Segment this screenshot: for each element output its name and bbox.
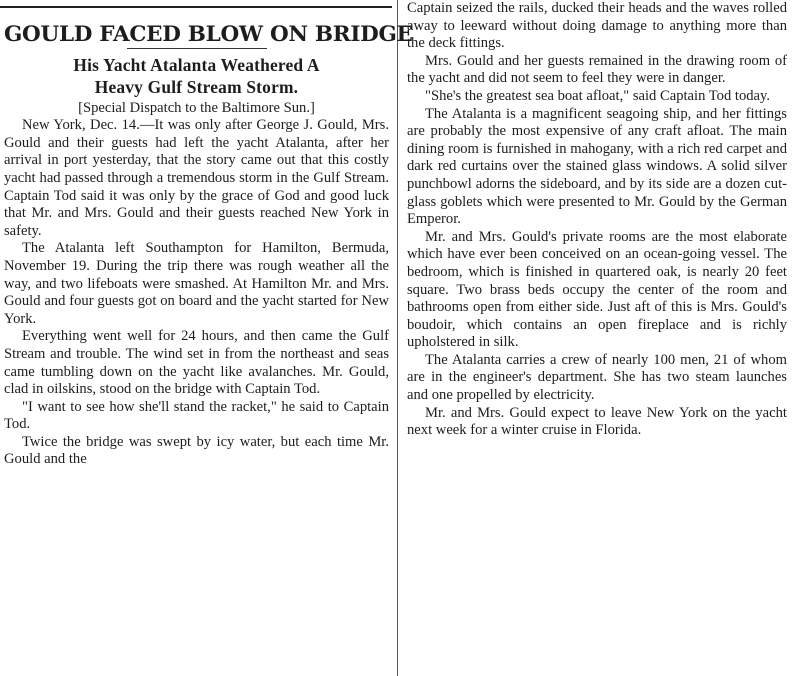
column-divider — [397, 0, 398, 676]
left-paragraph: The Atalanta left Southampton for Hamilton, Bermuda, November 19. During the trip there was rough weather all the way, and two lifeboats were smashed. At Hamilton Mr. and Mrs. Gould and four guests got on board and the yacht started for New York. — [4, 240, 389, 327]
left-column — [4, 0, 413, 469]
left-paragraph: New York, Dec. 14.—It was only after George J. Gould, Mrs. Gould and their guests had left the yacht Atalanta, after her arrival in port yesterday, that the story came out that this costly yacht had passed through a tremendous storm in the Gulf Stream. Captain Tod said it was only by the grace of God and good luck that Mr. and Mrs. Gould and their guests reached New York in safety. — [4, 117, 389, 239]
right-column — [407, 0, 787, 440]
right-paragraph: Mr. and Mrs. Gould expect to leave New York on the yacht next week for a winter cruise in Florida. — [407, 404, 787, 439]
right-paragraph: The Atalanta is a magnificent seagoing ship, and her fittings are probably the most expensive of any craft afloat. The main dining room is furnished in mahogany, with a rich red carpet and dark red curtains over the stained glass windows. A solid silver punchbowl adorns the sideboard, and by its side are a dozen cut-glass goblets which were presented to Mr. Gould by the German Emperor. — [407, 105, 787, 228]
right-paragraph: The Atalanta carries a crew of nearly 100 men, 21 of whom are in the engineer's department. She has two steam launches and one propelled by electricity. — [407, 351, 787, 404]
left-paragraph: "I want to see how she'll stand the racket," he said to Captain Tod. — [4, 398, 389, 433]
subheadline-line-1: His Yacht Atalanta Weathered A — [73, 54, 320, 75]
headline: GOULD FACED BLOW ON BRIDGE — [4, 22, 413, 47]
headline-rule — [127, 48, 267, 49]
right-paragraph: Captain seized the rails, ducked their heads and the waves rolled away to leeward without doing damage to anything more than the deck fittings. — [407, 0, 787, 52]
subheadline-line-2: Heavy Gulf Stream Storm. — [94, 76, 299, 97]
right-paragraph: Mr. and Mrs. Gould's private rooms are the most elaborate which have ever been conceived on an ocean-going vessel. The bedroom, which is finished in quartered oak, is nearly 20 feet square. Two brass beds occupy the center of the room and bathrooms open from either side. Just aft of this is Mrs. Gould's boudoir, which contains an open fireplace and is richly upholstered in silk. — [407, 228, 787, 351]
right-paragraph: "She's the greatest sea boat afloat," said Captain Tod today. — [425, 87, 771, 104]
left-paragraph: Twice the bridge was swept by icy water, but each time Mr. Gould and the — [4, 433, 389, 468]
right-paragraph: Mrs. Gould and her guests remained in the drawing room of the yacht and did not seem to feel they were in danger. — [407, 52, 787, 87]
dispatch-credit: [Special Dispatch to the Baltimore Sun.] — [78, 99, 315, 116]
left-paragraph: Everything went well for 24 hours, and then came the Gulf Stream and trouble. The wind set in from the northeast and seas came tumbling down on the yacht like avalanches. Mr. Gould, clad in oilskins, stood on the bridge with Captain Tod. — [4, 328, 389, 398]
